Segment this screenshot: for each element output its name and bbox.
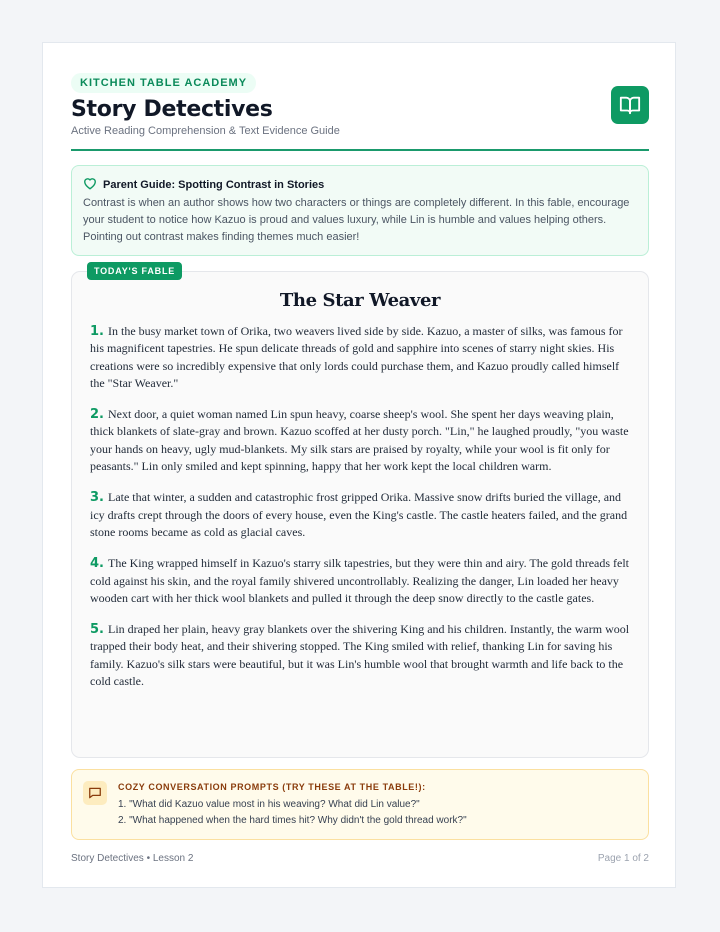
paragraph-text: Next door, a quiet woman named Lin spun heavy, coarse sheep's wool. She spent her days weaving plain, thick blankets of slate-gray and brown. Kazuo scoffed at her dusty porch. "Lin," he laughed proudly, "you waste your hands on heavy, ugly mud-blankets. My silk stars are praised by royalty, while your wool is fit only for peasants." Lin only smiled and kept spinning, happy that her work kept the local children warm. xyxy=(90,407,629,474)
fable-tag: TODAY'S FABLE xyxy=(87,262,182,280)
paragraph-text: Lin draped her plain, heavy gray blankets over the shivering King and his children. Instantly, the warm wool trapped their body heat, and their shivering stopped. The King smiled with relief, thanking Lin for saving his family. Kazuo's silk stars were beautiful, but it was Lin's humble wool that brought warmth and life back to the cold castle. xyxy=(90,622,630,689)
open-book-icon xyxy=(611,86,649,124)
paragraph-number: 1. xyxy=(90,324,104,339)
story-paragraph xyxy=(90,323,630,392)
paragraph-number: 5. xyxy=(90,622,104,638)
header-divider xyxy=(71,149,649,151)
story-paragraph xyxy=(90,621,630,690)
footer-lesson: Story Detectives • Lesson 2 xyxy=(71,853,194,864)
paragraph-number: 4. xyxy=(90,556,104,572)
story-title: The Star Weaver xyxy=(279,290,441,311)
guide-body: Contrast is when an author shows how two characters or things are completely different. In this fable, encourage your student to notice how Kazuo is proud and values luxury, while Lin is humble and values helping others. Pointing out contrast makes finding themes much easier! xyxy=(83,197,630,243)
paragraph-number: 3. xyxy=(90,490,104,506)
chat-bubble-icon xyxy=(83,781,107,805)
story-paragraph xyxy=(90,406,630,475)
paragraph-text: The King wrapped himself in Kazuo's starry silk tapestries, but they were thin and airy. The gold threads felt cold against his skin, and the royal family shivered uncontrollably. Realizing the danger, Lin loaded her heavy wooden cart with her thick wool blankets and pulled it through the deep snow directly to the castle gates. xyxy=(90,556,630,605)
prompt-item: 1. "What did Kazuo value most in his weaving? What did Lin value?" xyxy=(118,799,420,810)
academy-badge: KITCHEN TABLE ACADEMY xyxy=(71,73,256,93)
worksheet-page xyxy=(42,42,676,888)
page-title: Story Detectives xyxy=(71,97,273,122)
footer-page-number: Page 1 of 2 xyxy=(597,853,649,864)
guide-heading: Parent Guide: Spotting Contrast in Stories xyxy=(103,179,325,191)
story-paragraph xyxy=(90,489,630,541)
paragraph-number: 2. xyxy=(90,407,104,423)
prompts-list xyxy=(118,797,467,829)
conversation-prompts-box xyxy=(71,769,649,840)
prompt-item: 2. "What happened when the hard times hit? Why didn't the gold thread work?" xyxy=(118,815,467,826)
paragraph-text: In the busy market town of Orika, two weavers lived side by side. Kazuo, a master of silks, was famous for his magnificent tapestries. He spun delicate threads of gold and sapphire into scenes of starry night skies. His creations were so incredibly expensive that only lords could purchase them, and Kazuo proudly called himself the "Star Weaver." xyxy=(90,324,623,390)
parent-guide-box xyxy=(71,165,649,256)
story-paragraph xyxy=(90,555,630,607)
paragraph-text: Late that winter, a sudden and catastrophic frost gripped Orika. Massive snow drifts buried the village, and icy drafts crept through the doors of every house, even the King's castle. The castle heaters failed, and the grand stone rooms became as cold as glacial caves. xyxy=(90,490,628,539)
prompts-heading: COZY CONVERSATION PROMPTS (TRY THESE AT THE TABLE!): xyxy=(118,782,426,792)
page-subtitle: Active Reading Comprehension & Text Evidence Guide xyxy=(71,125,340,137)
story-card xyxy=(71,266,649,758)
heart-icon xyxy=(83,177,97,193)
